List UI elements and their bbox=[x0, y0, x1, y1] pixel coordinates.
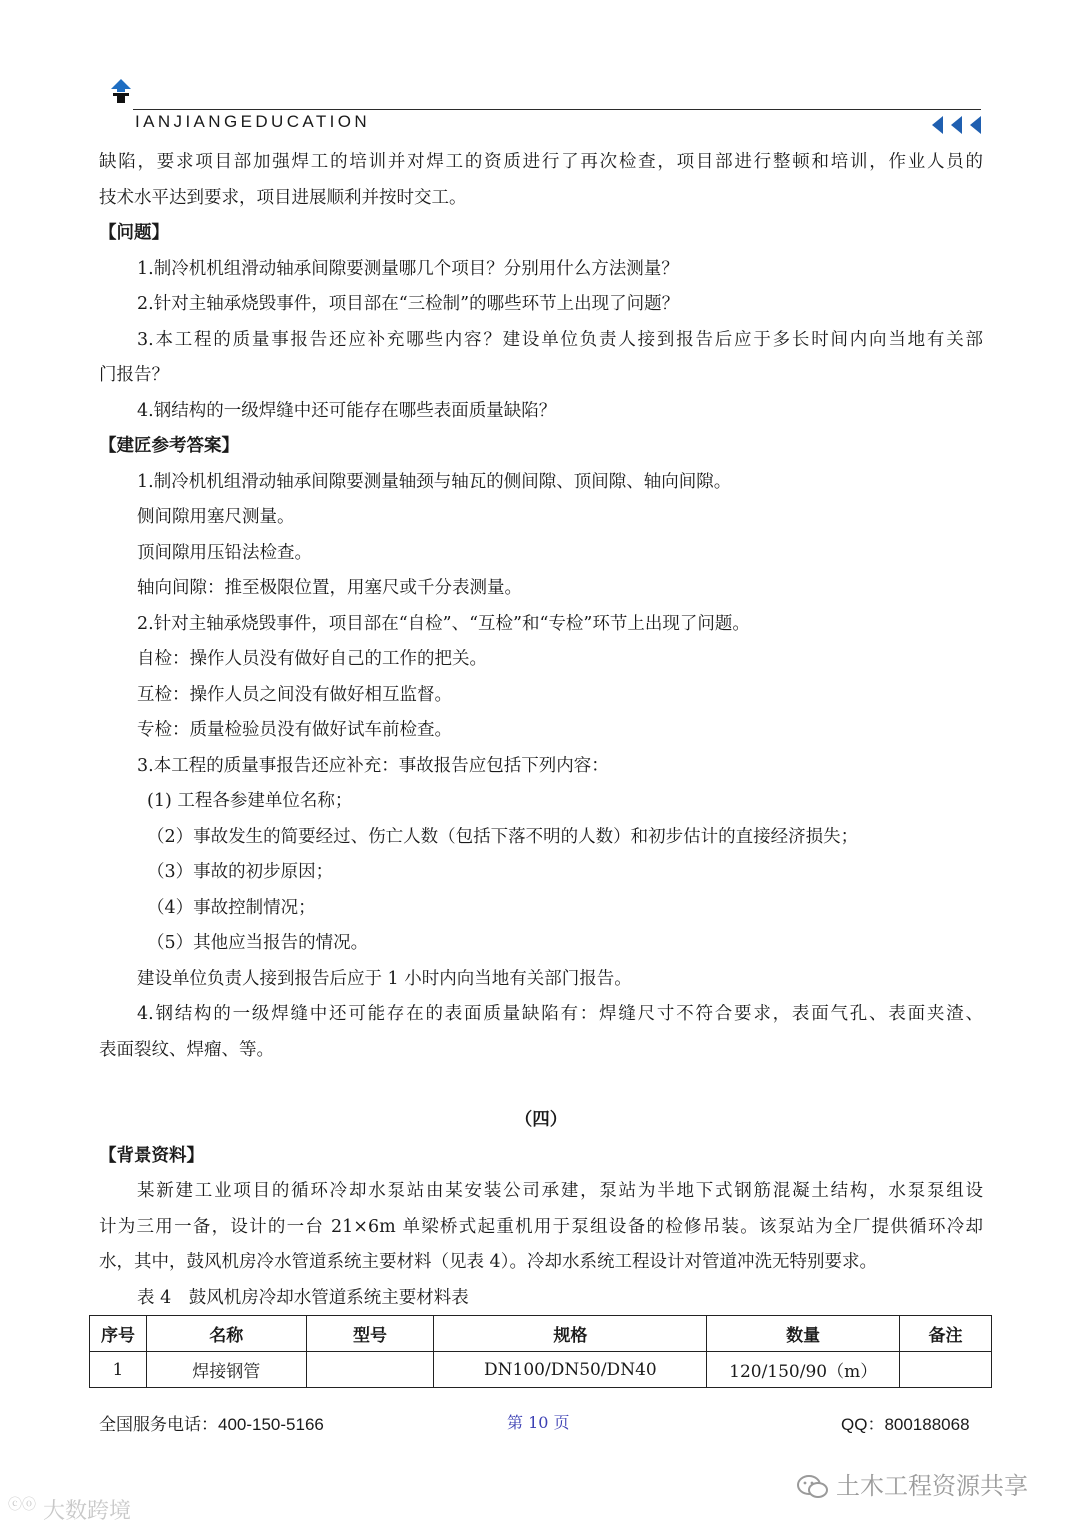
answer-3: 3.本工程的质量事报告还应补充：事故报告应包括下列内容： bbox=[137, 755, 609, 776]
answer-line: 侧间隙用塞尺测量。 bbox=[137, 507, 295, 527]
paragraph-line: 缺陷，要求项目部加强焊工的培训并对焊工的资质进行了再次检查，项目部进行整顿和培训，作业人员的 bbox=[99, 152, 983, 172]
section-title: （四） bbox=[514, 1110, 568, 1130]
watermark-right bbox=[796, 1466, 1028, 1501]
triple-chevron-left-icon bbox=[932, 115, 984, 135]
answer-list-item: （3）事故的初步原因； bbox=[147, 862, 334, 882]
answer-list-item: （5）其他应当报告的情况。 bbox=[147, 933, 369, 953]
brand-name: IANJIANGEDUCATION bbox=[135, 112, 371, 131]
question-2: 2.针对主轴承烧毁事件，项目部在“三检制”的哪些环节上出现了问题？ bbox=[137, 294, 680, 314]
paragraph-line: 技术水平达到要求，项目进展顺利并按时交工。 bbox=[99, 187, 467, 208]
question-1: 1.制冷机机组滑动轴承间隙要测量哪几个项目？分别用什么方法测量？ bbox=[137, 258, 679, 279]
column-header: 备注 bbox=[900, 1316, 992, 1352]
background-line: 某新建工业项目的循环冷却水泵站由某安装公司承建，泵站为半地下式钢筋混凝土结构，水泵泵组设 bbox=[137, 1181, 983, 1201]
wechat-icon bbox=[796, 1473, 830, 1501]
footer-page-number: 第 10 页 bbox=[507, 1413, 570, 1432]
watermark-left bbox=[8, 1494, 131, 1525]
questions-heading: 【问题】 bbox=[99, 223, 169, 243]
column-header: 名称 bbox=[146, 1316, 306, 1352]
cell-model bbox=[306, 1352, 434, 1388]
footer-qq: QQ：800188068 bbox=[841, 1415, 970, 1434]
cell-qty: 120/150/90（m） bbox=[707, 1352, 900, 1388]
answer-4: 4.钢结构的一级焊缝中还可能存在的表面质量缺陷有：焊缝尺寸不符合要求，表面气孔、表面夹渣、 bbox=[137, 1004, 983, 1024]
cell-spec: DN100/DN50/DN40 bbox=[434, 1352, 707, 1388]
cell-name: 焊接钢管 bbox=[146, 1352, 306, 1388]
column-header: 型号 bbox=[306, 1316, 434, 1352]
table-caption: 表 4 鼓风机房冷却水管道系统主要材料表 bbox=[137, 1287, 469, 1308]
background-line: 计为三用一备，设计的一台 21×6m 单梁桥式起重机用于泵组设备的检修吊装。该泵站为全厂提供循环冷却 bbox=[99, 1216, 983, 1237]
cell-note bbox=[900, 1352, 992, 1388]
answer-line: 顶间隙用压铅法检查。 bbox=[137, 542, 312, 563]
answer-1: 1.制冷机机组滑动轴承间隙要测量轴颈与轴瓦的侧间隙、顶间隙、轴向间隙。 bbox=[137, 471, 732, 492]
answer-2: 2.针对主轴承烧毁事件，项目部在“自检”、“互检”和“专检”环节上出现了问题。 bbox=[137, 613, 750, 634]
answer-line: 互检：操作人员之间没有做好相互监督。 bbox=[137, 684, 452, 705]
watermark-left-text: 大数跨境 bbox=[43, 1499, 132, 1524]
brand-logo-icon bbox=[108, 78, 134, 104]
column-header: 数量 bbox=[707, 1316, 900, 1352]
watermark-right-text: 土木工程资源共享 bbox=[836, 1472, 1028, 1500]
header-rule bbox=[133, 109, 981, 110]
column-header: 规格 bbox=[434, 1316, 707, 1352]
answer-line: 轴向间隙：推至极限位置，用塞尺或千分表测量。 bbox=[137, 578, 522, 598]
footer-phone: 全国服务电话：400-150-5166 bbox=[99, 1415, 324, 1434]
answer-line: 专检：质量检验员没有做好试车前检查。 bbox=[137, 720, 452, 740]
answer-list-item: （4）事故控制情况； bbox=[147, 897, 316, 918]
answer-line: 建设单位负责人接到报告后应于 1 小时内向当地有关部门报告。 bbox=[137, 968, 632, 989]
watermark-logo-icon: ⓒⓞ bbox=[8, 1497, 36, 1513]
table-row bbox=[90, 1352, 992, 1388]
answer-line: 自检：操作人员没有做好自己的工作的把关。 bbox=[137, 649, 487, 669]
question-3-cont: 门报告？ bbox=[99, 365, 169, 385]
column-header: 序号 bbox=[90, 1316, 147, 1352]
question-3: 3.本工程的质量事报告还应补充哪些内容？建设单位负责人接到报告后应于多长时间内向当地有关部 bbox=[137, 329, 983, 350]
answer-list-item: （2）事故发生的简要经过、伤亡人数（包括下落不明的人数）和初步估计的直接经济损失； bbox=[147, 826, 859, 847]
background-heading: 【背景资料】 bbox=[99, 1145, 204, 1166]
answer-4-cont: 表面裂纹、焊瘤、等。 bbox=[99, 1039, 274, 1060]
materials-table bbox=[89, 1315, 992, 1388]
document-body bbox=[99, 145, 983, 1316]
question-4: 4.钢结构的一级焊缝中还可能存在哪些表面质量缺陷？ bbox=[137, 400, 557, 421]
answer-list-item: (1) 工程各参建单位名称； bbox=[147, 791, 353, 811]
background-line: 水，其中，鼓风机房冷水管道系统主要材料（见表 4）。冷却水系统工程设计对管道冲洗无特别要求。 bbox=[99, 1252, 877, 1272]
table-header-row bbox=[90, 1316, 992, 1352]
cell-no: 1 bbox=[90, 1352, 147, 1388]
answers-heading: 【建匠参考答案】 bbox=[99, 436, 239, 456]
